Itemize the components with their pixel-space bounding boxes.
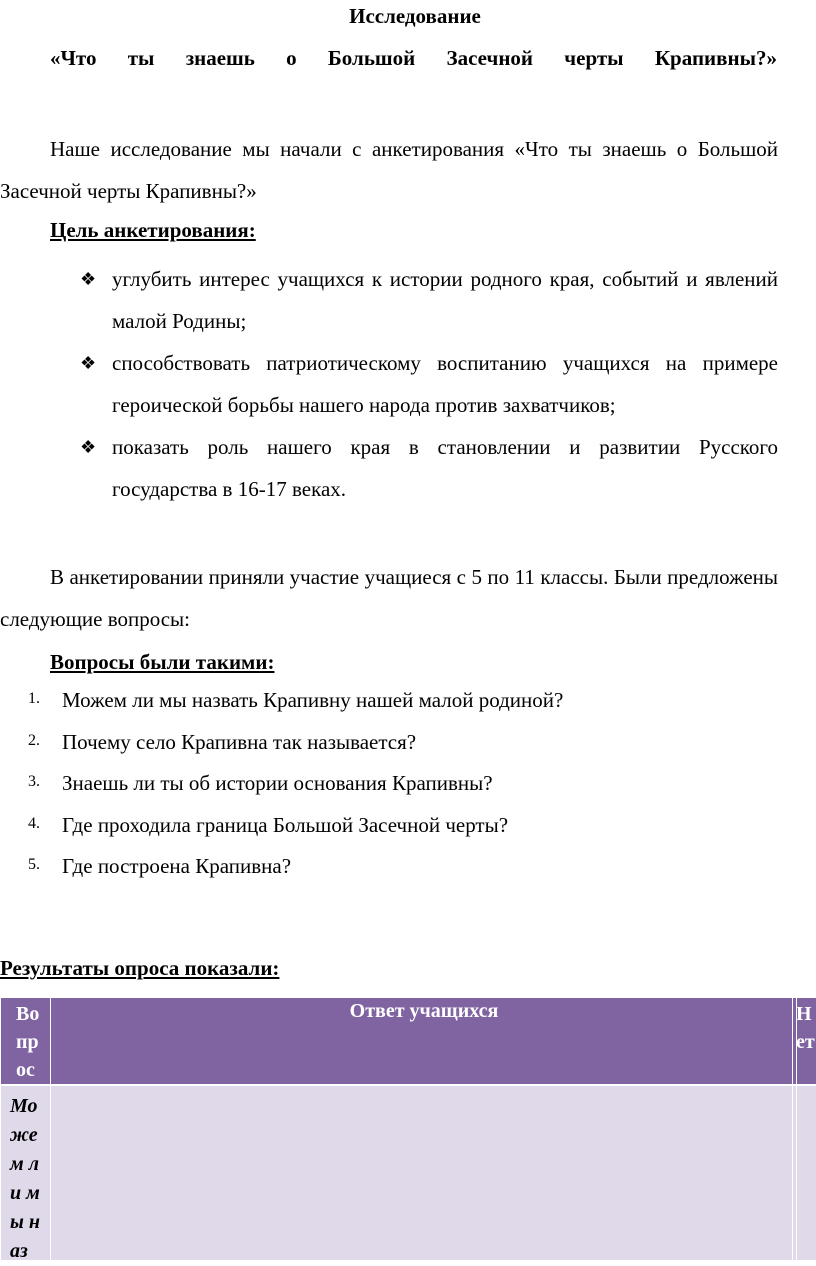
question-text: Где проходила граница Большой Засечной черты?: [62, 812, 509, 837]
goals-heading: Цель анкетирования:: [50, 218, 256, 242]
question-number: 3.: [28, 773, 40, 790]
question-item: [28, 730, 768, 772]
document-subtitle: «Что ты знаешь о Большой Засечной черты Крапивны?»: [50, 46, 777, 70]
intro-paragraph: Наше исследование мы начали с анкетирования «Что ты знаешь о Большой Засечной черты Крапивны?»: [0, 137, 778, 203]
question-number: 5.: [28, 856, 40, 873]
question-number: 1.: [28, 690, 40, 707]
table-border: [50, 996, 51, 1260]
table-border: [0, 1084, 816, 1086]
goal-item: ❖ способствовать патриотическому воспитанию учащихся на примере героической борьбы нашего народа против захватчиков;: [80, 342, 778, 426]
diamond-bullet-icon: ❖: [80, 269, 97, 289]
diamond-bullet-icon: ❖: [80, 353, 97, 373]
question-text: Почему село Крапивна так называется?: [62, 729, 417, 754]
question-number: 4.: [28, 814, 40, 832]
question-text: Где построена Крапивна?: [62, 854, 292, 878]
question-text: Можем ли мы назвать Крапивну нашей малой родиной?: [62, 688, 564, 712]
header-no-cell: Нет: [796, 1003, 815, 1053]
question-text: Знаешь ли ты об истории основания Крапивны?: [62, 771, 493, 795]
participation-paragraph: В анкетировании приняли участие учащиеся с 5 по 11 классы. Были предложены следующие вопросы:: [0, 565, 778, 631]
diamond-bullet-icon: ❖: [80, 437, 97, 457]
question-number: 2.: [28, 731, 40, 749]
question-item: [28, 854, 768, 896]
question-item: [28, 771, 768, 813]
table-row: [0, 1086, 816, 1260]
results-heading: Результаты опроса показали:: [0, 956, 280, 980]
question-item: [28, 688, 768, 730]
results-table: [0, 996, 816, 1260]
table-border: [792, 996, 793, 1260]
goal-item: ❖ углубить интерес учащихся к истории родного края, событий и явлений малой Родины;: [80, 258, 778, 342]
goal-item: ❖ показать роль нашего края в становлении и развитии Русского государства в 16-17 веках.: [80, 426, 778, 510]
table-border: [0, 996, 1, 1260]
questions-heading: Вопросы были такими:: [50, 650, 275, 674]
document-title: Исследование: [349, 4, 481, 28]
question-item: [28, 813, 768, 855]
table-border: [0, 996, 816, 998]
header-answer-cell: Ответ учащихся: [349, 1000, 499, 1022]
goals-list: [80, 258, 778, 510]
header-question-cell: Вопрос: [16, 1003, 40, 1081]
row-question-cell: Можем ли мы наз: [10, 1095, 40, 1262]
questions-list: [28, 688, 768, 896]
